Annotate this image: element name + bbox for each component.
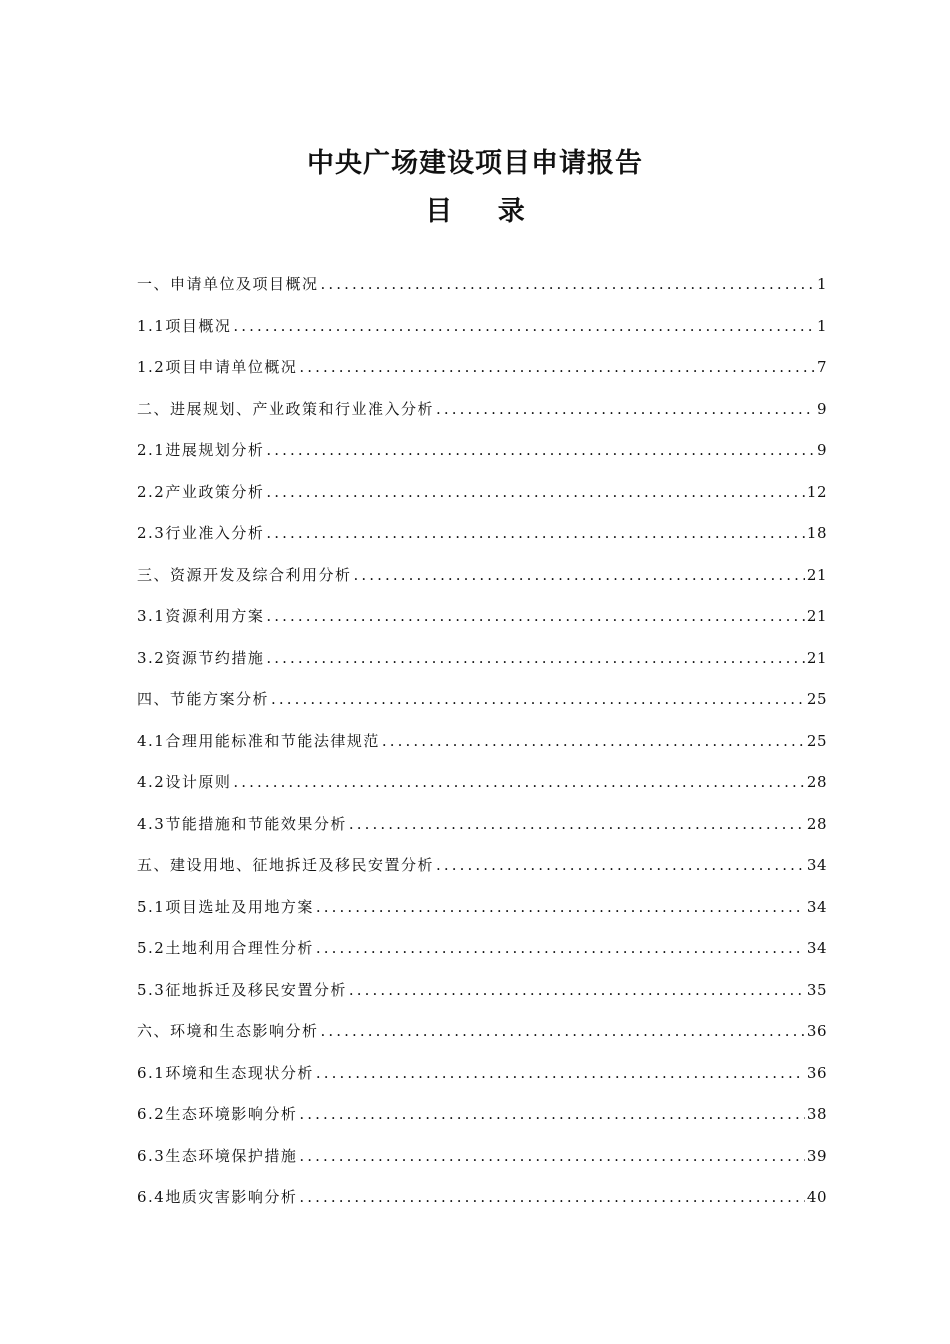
document-title: 中央广场建设项目申请报告 xyxy=(307,148,643,179)
toc-dot-leader xyxy=(321,1017,805,1045)
toc-entry-title: 六、环境和生态影响分析 xyxy=(137,1022,319,1040)
toc-page-number: 21 xyxy=(806,648,827,667)
toc-entry[interactable] xyxy=(137,685,827,727)
toc-dot-leader xyxy=(233,312,815,340)
toc-page-number: 12 xyxy=(806,482,827,501)
toc-entry-title: 6.4地质灾害影响分析 xyxy=(137,1188,298,1206)
toc-dot-leader xyxy=(299,1142,805,1170)
toc-dot-leader xyxy=(266,478,805,506)
toc-entry-title: 5.2土地利用合理性分析 xyxy=(137,939,314,957)
toc-page-number: 9 xyxy=(816,441,827,459)
toc-entry-title: 四、节能方案分析 xyxy=(137,690,270,708)
toc-entry[interactable] xyxy=(137,270,827,312)
toc-entry-title: 三、资源开发及综合利用分析 xyxy=(137,565,352,584)
toc-dot-leader xyxy=(316,893,805,921)
toc-page-number: 21 xyxy=(806,565,827,584)
toc-entry[interactable] xyxy=(137,519,827,561)
toc-dot-leader xyxy=(271,685,805,713)
toc-entry-title: 5.3征地拆迁及移民安置分析 xyxy=(137,980,347,999)
toc-page-number: 21 xyxy=(806,607,827,625)
toc-dot-leader xyxy=(316,1059,805,1087)
toc-entry-title: 4.1合理用能标准和节能法律规范 xyxy=(137,731,380,750)
toc-dot-leader xyxy=(299,1183,805,1211)
toc-page-number: 39 xyxy=(806,1146,827,1165)
toc-entry[interactable] xyxy=(137,353,827,395)
toc-dot-leader xyxy=(436,395,815,423)
toc-entry[interactable] xyxy=(137,1183,827,1225)
toc-entry[interactable] xyxy=(137,810,827,852)
toc-entry[interactable] xyxy=(137,727,827,769)
toc-page-number: 28 xyxy=(806,814,827,833)
toc-entry-title: 一、申请单位及项目概况 xyxy=(137,275,319,293)
toc-dot-leader xyxy=(299,353,815,381)
table-of-contents xyxy=(137,270,827,1225)
toc-dot-leader xyxy=(321,270,815,298)
toc-entry[interactable] xyxy=(137,1059,827,1101)
toc-entry[interactable] xyxy=(137,1017,827,1059)
toc-entry[interactable] xyxy=(137,436,827,478)
toc-dot-leader xyxy=(354,561,805,589)
toc-dot-leader xyxy=(299,1100,805,1128)
toc-page-number: 40 xyxy=(806,1188,827,1206)
toc-page-number: 1 xyxy=(816,316,827,335)
toc-page-number: 35 xyxy=(806,980,827,999)
toc-entry-title: 二、进展规划、产业政策和行业准入分析 xyxy=(137,399,435,418)
toc-dot-leader xyxy=(266,602,805,630)
toc-page-number: 18 xyxy=(806,524,827,542)
toc-dot-leader xyxy=(233,768,805,796)
toc-entry-title: 2.2产业政策分析 xyxy=(137,482,265,501)
toc-entry-title: 1.2项目申请单位概况 xyxy=(137,358,298,376)
toc-entry-title: 五、建设用地、征地拆迁及移民安置分析 xyxy=(137,856,435,874)
toc-dot-leader xyxy=(382,727,805,755)
toc-entry[interactable] xyxy=(137,893,827,935)
toc-dot-leader xyxy=(266,519,805,547)
toc-entry[interactable] xyxy=(137,644,827,686)
toc-entry[interactable] xyxy=(137,934,827,976)
toc-page-number: 38 xyxy=(806,1105,827,1123)
toc-dot-leader xyxy=(436,851,805,879)
toc-page-number: 28 xyxy=(806,773,827,791)
toc-page-number: 34 xyxy=(806,856,827,874)
toc-entry[interactable] xyxy=(137,1100,827,1142)
toc-dot-leader xyxy=(349,976,805,1004)
toc-entry[interactable] xyxy=(137,602,827,644)
toc-page-number: 36 xyxy=(806,1022,827,1040)
toc-entry-title: 3.1资源利用方案 xyxy=(137,607,265,625)
toc-entry[interactable] xyxy=(137,561,827,603)
toc-dot-leader xyxy=(266,644,805,672)
toc-entry-title: 4.3节能措施和节能效果分析 xyxy=(137,814,347,833)
toc-page-number: 34 xyxy=(806,897,827,916)
toc-entry-title: 2.3行业准入分析 xyxy=(137,524,265,542)
toc-entry-title: 1.1项目概况 xyxy=(137,316,232,335)
toc-entry[interactable] xyxy=(137,1142,827,1184)
toc-page-number: 25 xyxy=(806,731,827,750)
toc-entry-title: 2.1进展规划分析 xyxy=(137,441,265,459)
toc-page-number: 36 xyxy=(806,1063,827,1082)
toc-entry[interactable] xyxy=(137,851,827,893)
toc-dot-leader xyxy=(349,810,805,838)
toc-entry[interactable] xyxy=(137,768,827,810)
toc-entry-title: 4.2设计原则 xyxy=(137,773,232,791)
toc-page-number: 9 xyxy=(816,399,827,418)
toc-entry[interactable] xyxy=(137,395,827,437)
toc-heading: 目 录 xyxy=(425,196,543,227)
toc-entry[interactable] xyxy=(137,478,827,520)
toc-entry-title: 6.3生态环境保护措施 xyxy=(137,1146,298,1165)
toc-entry-title: 3.2资源节约措施 xyxy=(137,648,265,667)
toc-dot-leader xyxy=(266,436,815,464)
toc-entry-title: 5.1项目选址及用地方案 xyxy=(137,897,314,916)
toc-entry[interactable] xyxy=(137,976,827,1018)
toc-entry-title: 6.1环境和生态现状分析 xyxy=(137,1063,314,1082)
toc-page-number: 7 xyxy=(816,358,827,376)
toc-page-number: 34 xyxy=(806,939,827,957)
toc-page-number: 1 xyxy=(816,275,827,293)
toc-page-number: 25 xyxy=(806,690,827,708)
toc-dot-leader xyxy=(316,934,805,962)
toc-entry[interactable] xyxy=(137,312,827,354)
toc-entry-title: 6.2生态环境影响分析 xyxy=(137,1105,298,1123)
